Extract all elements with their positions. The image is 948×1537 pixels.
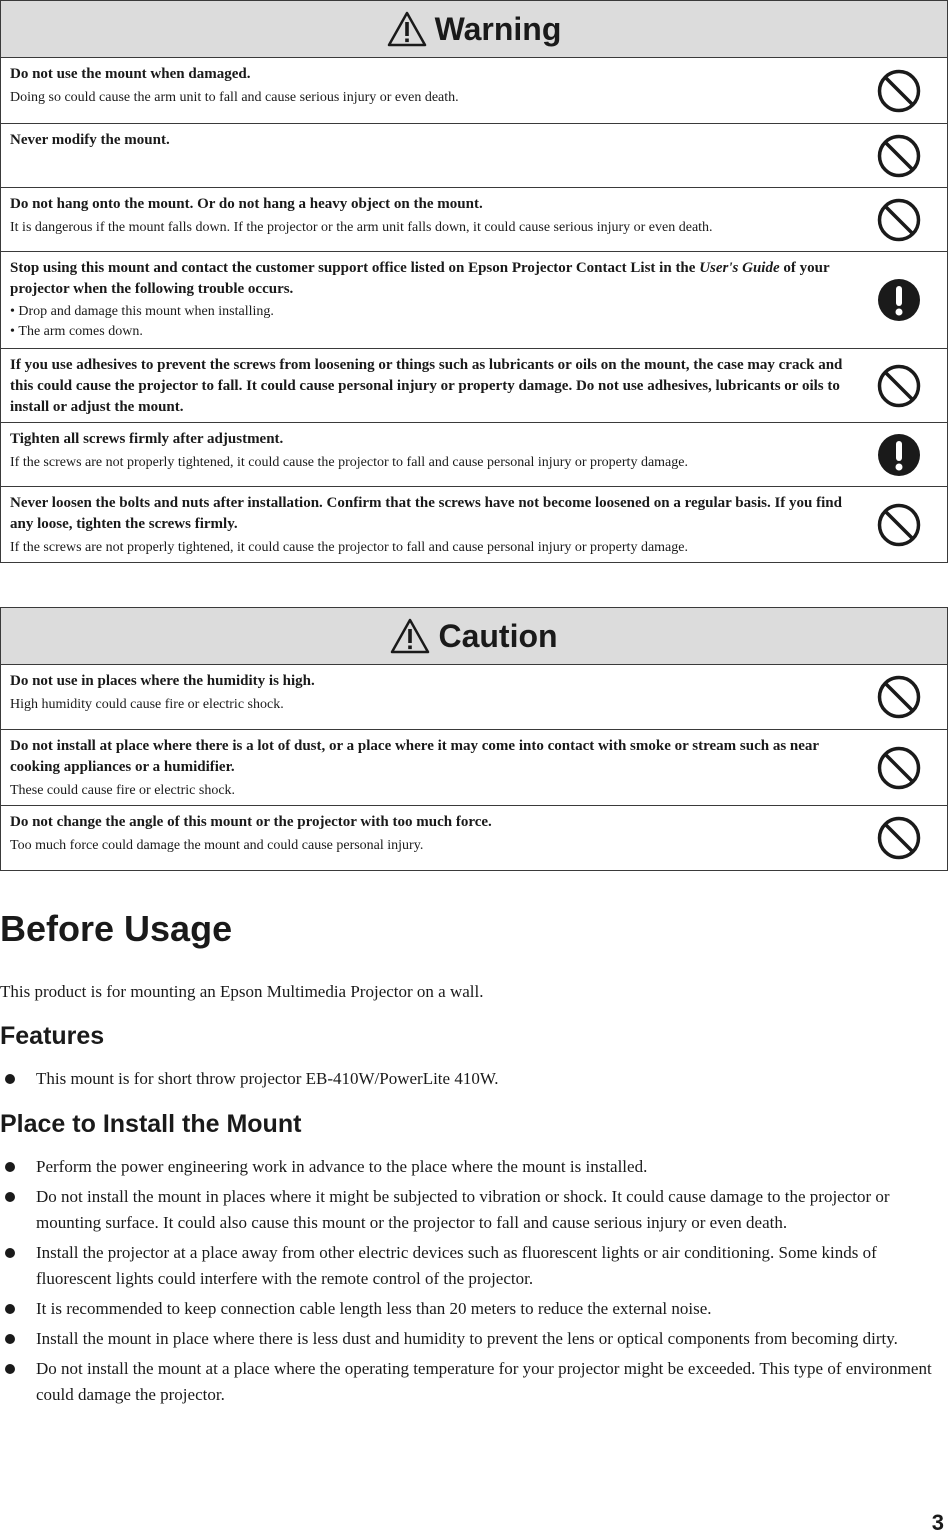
intro-paragraph: This product is for mounting an Epson Multimedia Projector on a wall. — [0, 982, 484, 1001]
mandatory-icon — [877, 278, 921, 322]
features-heading: Features — [0, 1022, 105, 1050]
caution-row — [1, 729, 947, 805]
page-number: 3 — [931, 1510, 944, 1535]
warning-row — [1, 486, 947, 562]
prohibition-icon — [877, 198, 921, 242]
prohibition-icon — [877, 503, 921, 547]
bullet-item: • Drop and damage this mount when installing. — [10, 302, 843, 322]
caution-row-title: Do not use in places where the humidity is high. — [10, 673, 315, 689]
warning-row-title: Tighten all screws firmly after adjustment. — [10, 431, 284, 447]
warning-title: Warning — [434, 10, 562, 47]
warning-box — [0, 0, 948, 563]
prohibition-icon — [877, 675, 921, 719]
prohibition-icon — [877, 69, 921, 113]
list-item: It is recommended to keep connection cable length less than 20 meters to reduce the external noise. — [0, 1296, 944, 1322]
place-heading: Place to Install the Mount — [0, 1110, 302, 1138]
list-item: Perform the power engineering work in advance to the place where the mount is installed. — [0, 1154, 944, 1180]
caution-row — [1, 665, 947, 729]
caution-row-desc: High humidity could cause fire or electric shock. — [10, 697, 284, 712]
list-item: Do not install the mount in places where it might be subjected to vibration or shock. It could cause damage to the projector or mounting surface. It could also cause this mount or the projector to fall and cause serious injury or even death. — [0, 1184, 944, 1236]
list-item: Install the mount in place where there is less dust and humidity to prevent the lens or optical components from becoming dirty. — [0, 1326, 944, 1352]
caution-row-desc: These could cause fire or electric shock. — [10, 783, 236, 798]
list-item: Do not install the mount at a place where the operating temperature for your projector might be exceeded. This type of environment could damage the projector. — [0, 1356, 944, 1408]
warning-row-title: Never loosen the bolts and nuts after installation. Confirm that the screws have not become loosened on a regular basis. If you find any loose, tighten the screws firmly. — [10, 495, 842, 532]
warning-row — [1, 58, 947, 123]
list-item: This mount is for short throw projector EB-410W/PowerLite 410W. — [0, 1066, 944, 1092]
warning-row-desc: If the screws are not properly tightened, it could cause the projector to fall and cause personal injury or property damage. — [10, 455, 688, 470]
warning-row-desc: Doing so could cause the arm unit to fall and cause serious injury or even death. — [10, 90, 459, 105]
warning-row-title: Do not use the mount when damaged. — [10, 66, 251, 82]
warning-row-bullets — [10, 302, 843, 342]
warning-row — [1, 348, 947, 422]
warning-header — [1, 1, 947, 58]
users-guide-ref: User's Guide — [699, 260, 780, 276]
warning-row-desc: It is dangerous if the mount falls down. If the projector or the arm unit falls down, it could cause serious injury or even death. — [10, 220, 713, 235]
caution-triangle-icon — [390, 618, 430, 654]
prohibition-icon — [877, 364, 921, 408]
warning-row-desc: If the screws are not properly tightened, it could cause the projector to fall and cause personal injury or property damage. — [10, 540, 688, 555]
warning-row — [1, 123, 947, 187]
warning-row-title: If you use adhesives to prevent the screws from loosening or things such as lubricants or oils on the mount, the case may crack and this could cause the projector to fall. It could cause personal injury or property damage. Do not use adhesives, lubricants or oils to install or adjust the mount. — [10, 357, 843, 415]
list-item: Install the projector at a place away from other electric devices such as fluorescent lights or air conditioning. Some kinds of fluorescent lights could interfere with the remote control of the projector. — [0, 1240, 944, 1292]
caution-title: Caution — [438, 617, 558, 654]
features-list — [0, 1066, 944, 1096]
warning-row-title — [10, 258, 843, 300]
bullet-item: • The arm comes down. — [10, 322, 843, 342]
section-heading-before-usage: Before Usage — [0, 908, 233, 949]
warning-triangle-icon — [387, 11, 427, 47]
warning-row — [1, 187, 947, 251]
warning-row-title-part: Stop using this mount and contact the customer support office listed on Epson Projector Contact List in the — [10, 260, 700, 276]
warning-row-title: Never modify the mount. — [10, 132, 170, 148]
warning-row — [1, 422, 947, 486]
caution-header — [1, 608, 947, 665]
caution-row-title: Do not change the angle of this mount or the projector with too much force. — [10, 814, 492, 830]
caution-box — [0, 607, 948, 871]
caution-row-desc: Too much force could damage the mount and could cause personal injury. — [10, 838, 424, 853]
caution-row — [1, 805, 947, 870]
prohibition-icon — [877, 746, 921, 790]
mandatory-icon — [877, 433, 921, 477]
warning-row-title-part: of your projector when the following trouble occurs. — [10, 260, 830, 297]
place-list — [0, 1154, 944, 1412]
warning-row-title: Do not hang onto the mount. Or do not hang a heavy object on the mount. — [10, 196, 483, 212]
prohibition-icon — [877, 816, 921, 860]
caution-row-title: Do not install at place where there is a lot of dust, or a place where it may come into contact with smoke or stream such as near cooking appliances or a humidifier. — [10, 738, 819, 775]
warning-row — [1, 251, 947, 348]
prohibition-icon — [877, 134, 921, 178]
